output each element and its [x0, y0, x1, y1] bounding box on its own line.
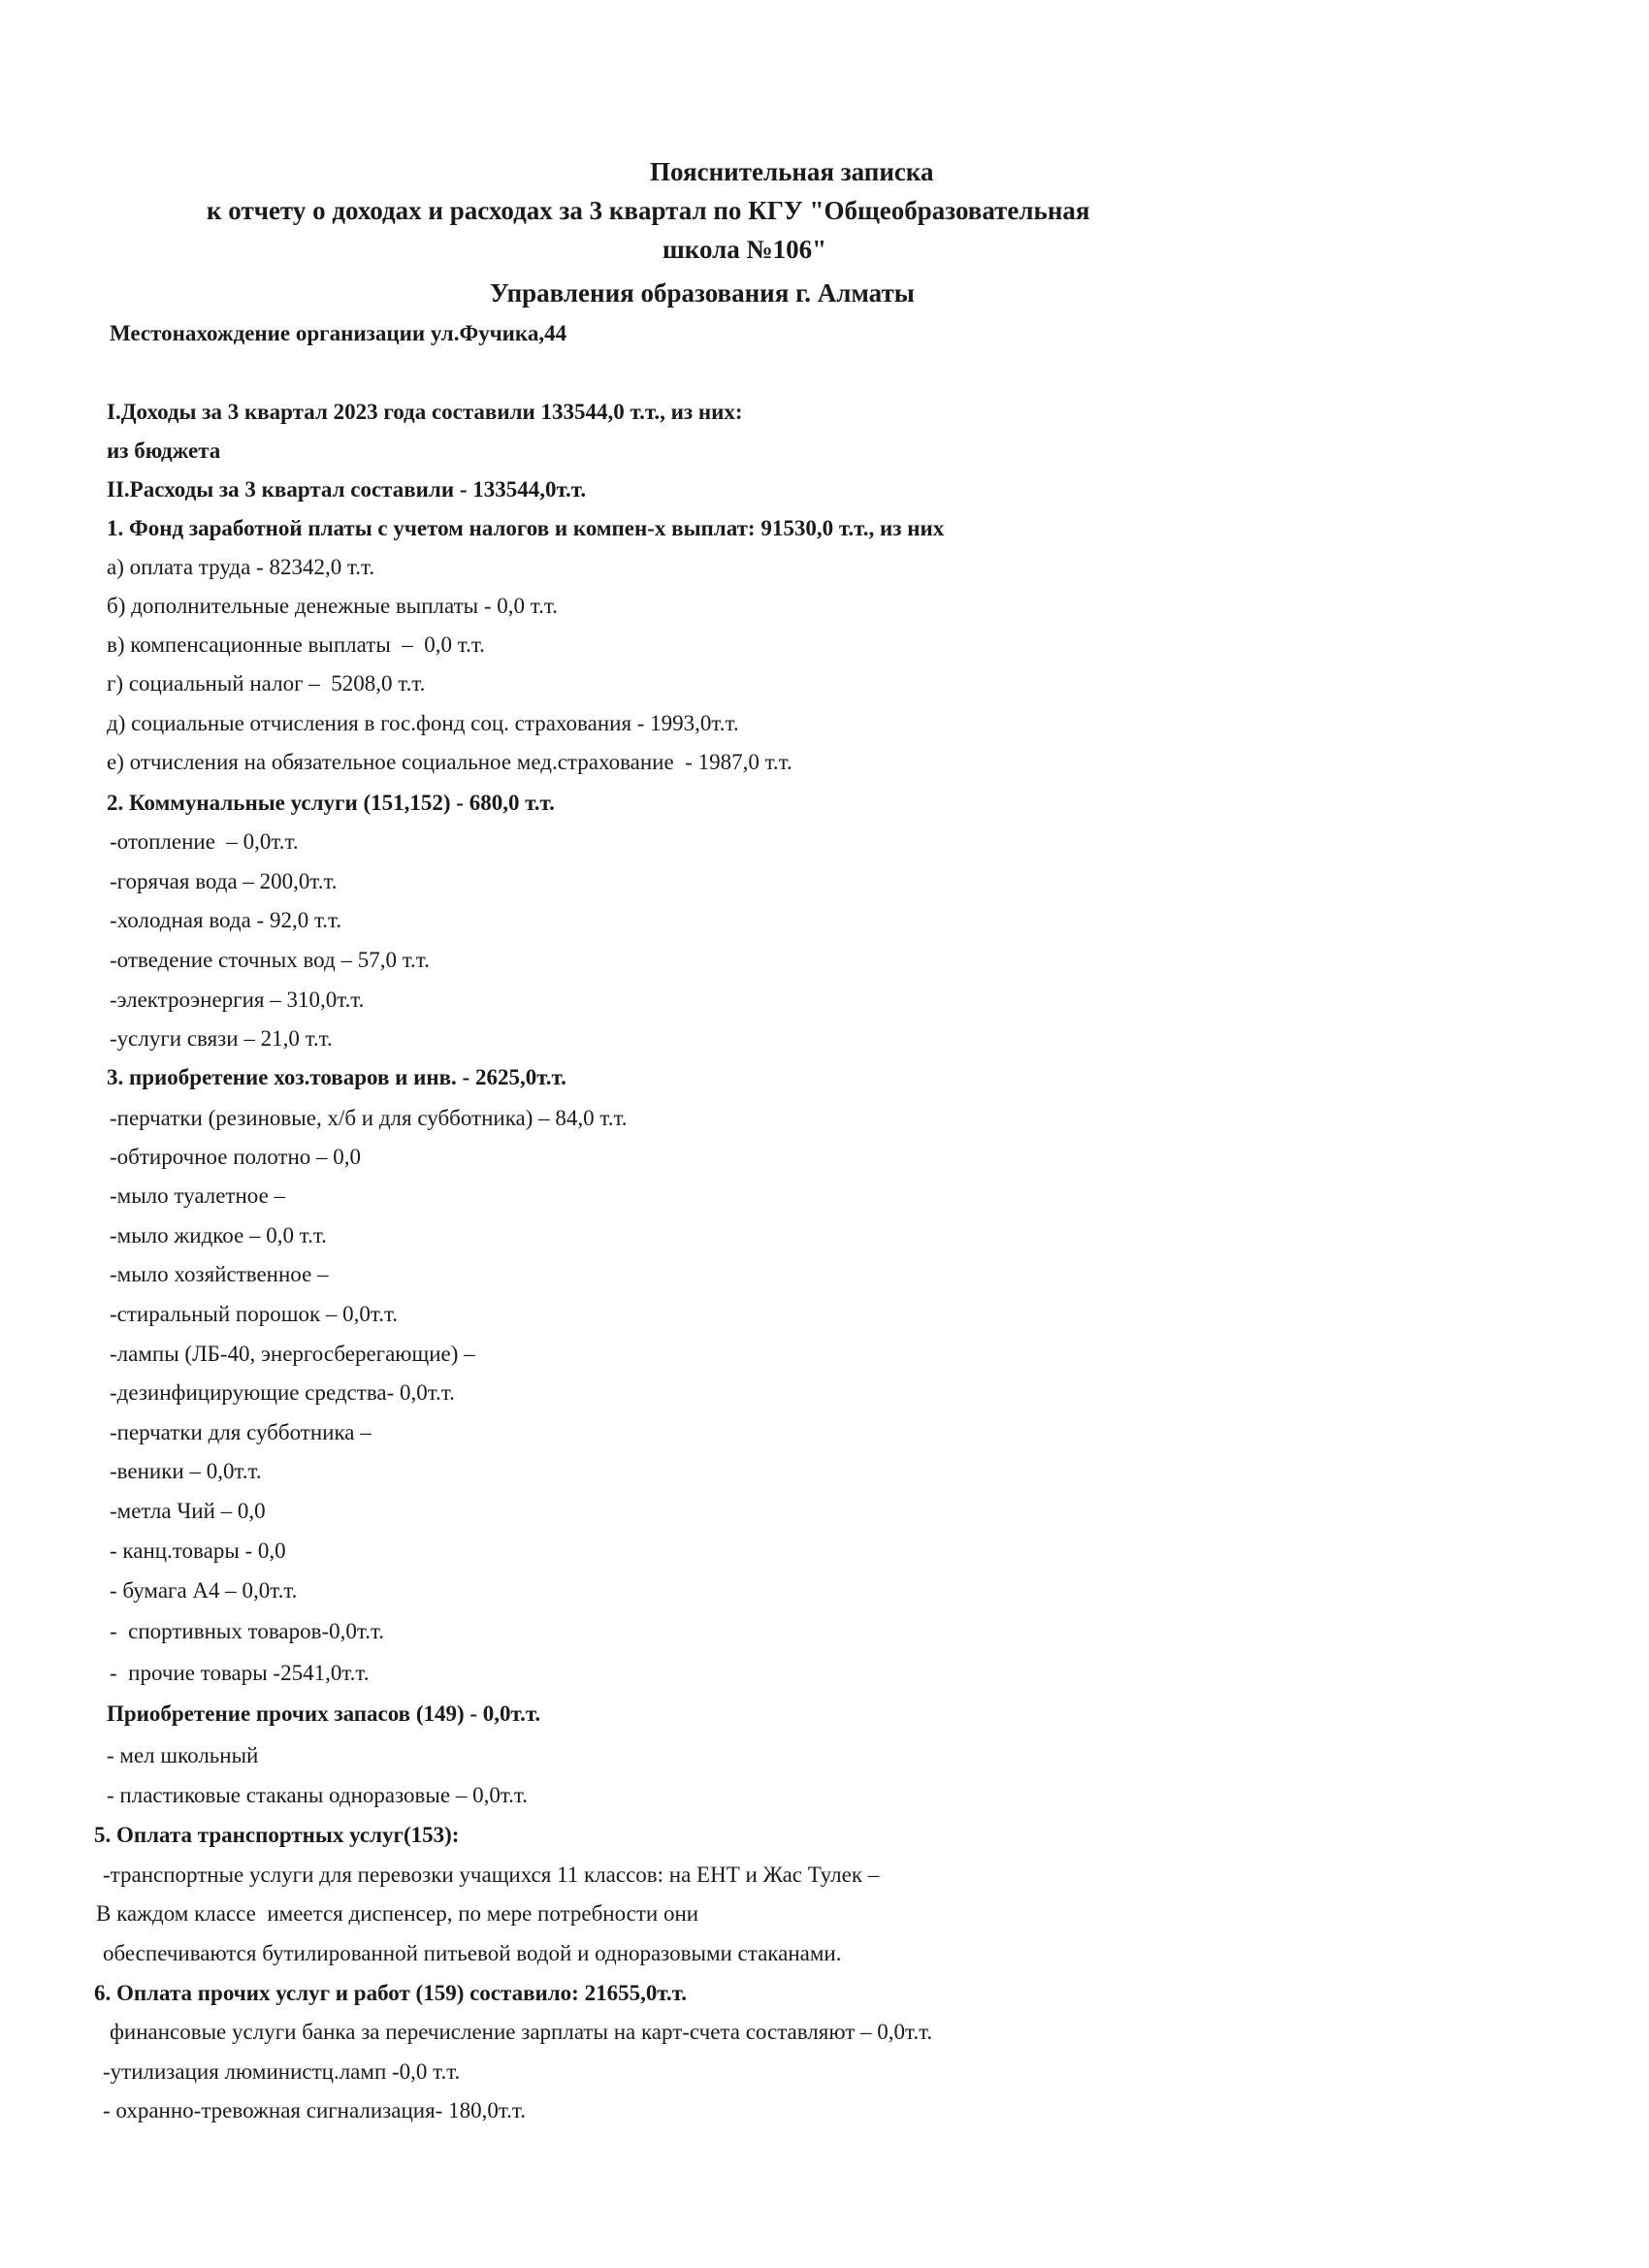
document-subtitle-line-1: к отчету о доходах и расходах за 3 квартал по КГУ "Общеобразовательная [207, 196, 1090, 225]
section-3-item: -дезинфицирующие средства- 0,0т.т. [110, 1380, 455, 1405]
document-subtitle-line-2: школа №106" [663, 235, 827, 264]
section-2-item: -холодная вода - 92,0 т.т. [110, 908, 342, 932]
section-1-item-b: б) дополнительные денежные выплаты - 0,0 т.т. [107, 594, 558, 618]
section-3-item: - бумага А4 – 0,0т.т. [110, 1578, 298, 1603]
section-2-item: -горячая вода – 200,0т.т. [110, 869, 338, 893]
document-subtitle-line-3: Управления образования г. Алматы [490, 278, 915, 308]
section-6-item: - охранно-тревожная сигнализация- 180,0т.т. [103, 2098, 526, 2122]
section-1-item-e: е) отчисления на обязательное социальное мед.страхование - 1987,0 т.т. [107, 750, 792, 774]
section-6-item: финансовые услуги банка за перечисление зарплаты на карт-счета составляют – 0,0т.т. [110, 2020, 933, 2044]
expenses-heading: II.Расходы за 3 квартал составили - 133544,0т.т. [107, 477, 587, 502]
section-3-item: - канц.товары - 0,0 [110, 1539, 286, 1563]
section-1-item-v: в) компенсационные выплаты – 0,0 т.т. [107, 632, 485, 657]
other-stocks-item: - мел школьный [107, 1743, 259, 1767]
section-3-item: - спортивных товаров-0,0т.т. [110, 1619, 385, 1643]
section-3-item: -лампы (ЛБ-40, энергосберегающие) – [110, 1342, 475, 1366]
section-3-item: -мыло хозяйственное – [110, 1262, 329, 1286]
section-3-heading: 3. приобретение хоз.товаров и инв. - 2625,0т.т. [107, 1065, 566, 1089]
section-3-item: -мыло туалетное – [110, 1183, 286, 1208]
section-2-item: -услуги связи – 21,0 т.т. [110, 1026, 333, 1051]
other-stocks-heading: Приобретение прочих запасов (149) - 0,0т.т. [107, 1701, 541, 1726]
section-5-note-line-1: В каждом классе имеется диспенсер, по мере потребности они [96, 1901, 699, 1926]
other-stocks-item: - пластиковые стаканы одноразовые – 0,0т.т. [107, 1783, 528, 1807]
section-6-item: -утилизация люминистц.ламп -0,0 т.т. [103, 2059, 461, 2084]
section-5-heading: 5. Оплата транспортных услуг(153): [94, 1823, 460, 1847]
section-3-item: -мыло жидкое – 0,0 т.т. [110, 1223, 327, 1247]
section-1-item-d: д) социальные отчисления в гос.фонд соц. страхования - 1993,0т.т. [107, 711, 739, 735]
section-1-heading: 1. Фонд заработной платы с учетом налогов и компен-х выплат: 91530,0 т.т., из них [107, 516, 945, 540]
section-3-item: -метла Чий – 0,0 [110, 1499, 266, 1523]
section-3-item: -перчатки для субботника – [110, 1420, 372, 1444]
document-title: Пояснительная записка [650, 157, 934, 186]
section-6-heading: 6. Оплата прочих услуг и работ (159) составило: 21655,0т.т. [94, 1981, 687, 2005]
section-2-item: -электроэнергия – 310,0т.т. [110, 988, 365, 1012]
income-heading: I.Доходы за 3 квартал 2023 года составили 133544,0 т.т., из них: [107, 400, 743, 424]
section-3-item: -стиральный порошок – 0,0т.т. [110, 1302, 399, 1326]
section-1-item-a: а) оплата труда - 82342,0 т.т. [107, 555, 375, 579]
section-5-item: -транспортные услуги для перевозки учащихся 11 классов: на ЕНТ и Жас Тулек – [103, 1863, 880, 1887]
section-2-item: -отопление – 0,0т.т. [110, 829, 299, 854]
section-3-item: -обтирочное полотно – 0,0 [110, 1145, 362, 1169]
section-1-item-g: г) социальный налог – 5208,0 т.т. [107, 671, 426, 696]
section-3-item: -веники – 0,0т.т. [110, 1459, 262, 1483]
section-2-heading: 2. Коммунальные услуги (151,152) - 680,0 т.т. [107, 791, 555, 815]
section-3-item: -перчатки (резиновые, х/б и для субботника) – 84,0 т.т. [110, 1106, 628, 1130]
location-line: Местонахождение организации ул.Фучика,44 [110, 321, 567, 345]
income-source: из бюджета [107, 438, 221, 463]
section-5-note-line-2: обеспечиваются бутилированной питьевой водой и одноразовыми стаканами. [103, 1941, 842, 1965]
section-2-item: -отведение сточных вод – 57,0 т.т. [110, 948, 430, 972]
section-3-item: - прочие товары -2541,0т.т. [110, 1661, 370, 1685]
